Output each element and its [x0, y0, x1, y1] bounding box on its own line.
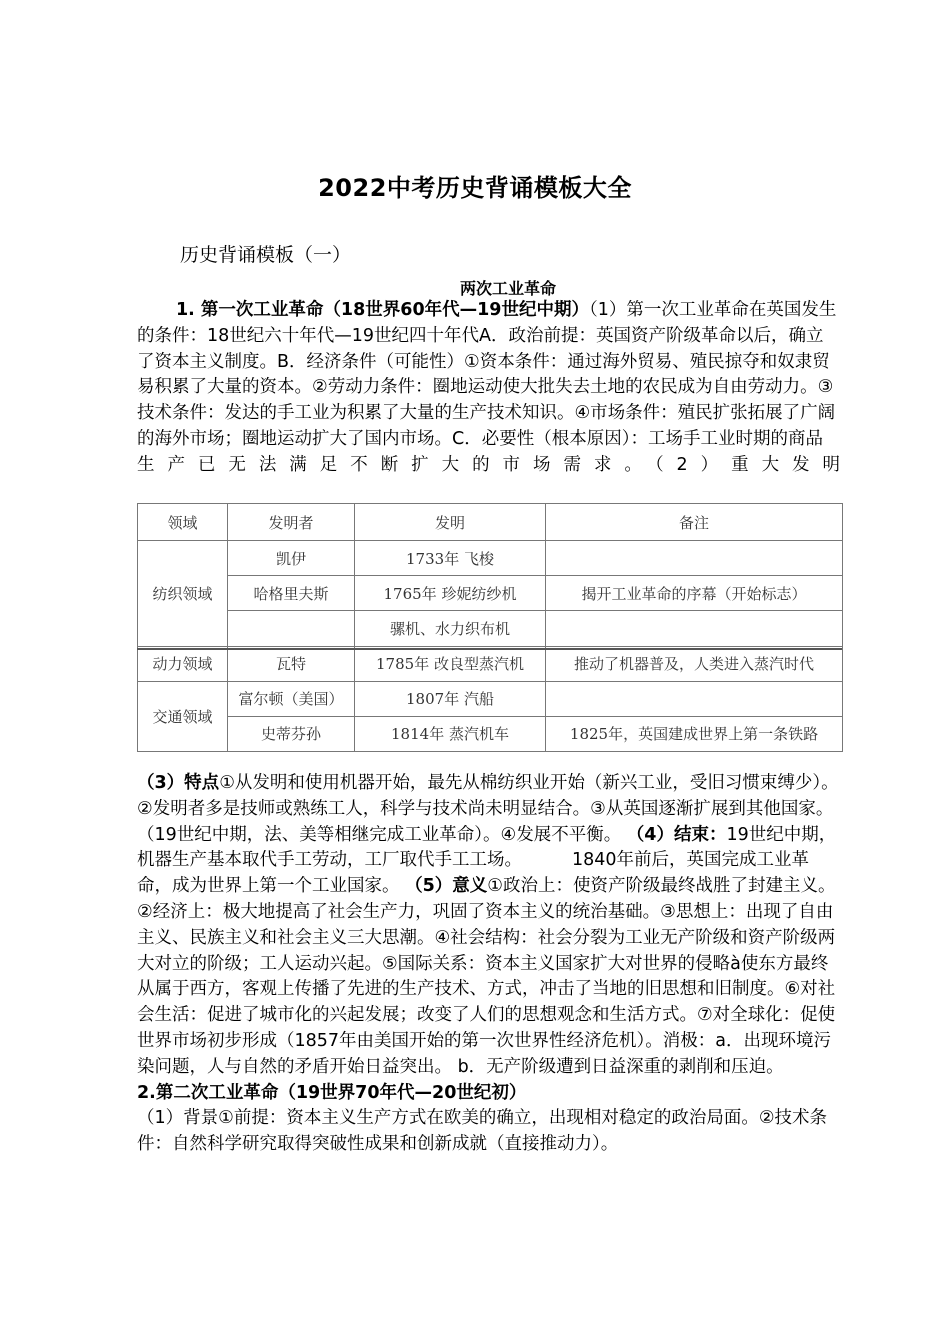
table-row [138, 611, 843, 646]
page-title: 2022中考历史背诵模板大全 [318, 174, 632, 202]
table-row [138, 716, 843, 751]
invention-cell: 1807年 汽船 [355, 681, 546, 716]
inventor-cell: 史蒂芬孙 [228, 716, 355, 751]
table-row [138, 541, 843, 576]
end-text-b: 1840年前后，英国完成工业革命，成为世界上第一个工业国家。 [137, 850, 810, 897]
inventor-cell: 瓦特 [228, 646, 355, 681]
note-cell [546, 541, 843, 576]
note-cell: 推动了机器普及，人类进入蒸汽时代 [546, 646, 843, 681]
invention-cell: 1814年 蒸汽机车 [355, 716, 546, 751]
second-revolution-text: （1）背景①前提：资本主义生产方式在欧美的确立，出现相对稳定的政治局面。②技术条件：自然科学研究取得突破性成果和创新成就（直接推动力）。 [137, 1108, 828, 1155]
end-text-a: 19世纪中期，机器生产基本取代手工劳动，工厂取代手工工场。 [137, 824, 837, 871]
section-title: 两次工业革命 [459, 279, 556, 298]
document-subtitle: 历史背诵模板（一） [180, 244, 352, 266]
table-header: 备注 [546, 504, 843, 541]
intro-paragraph [137, 298, 840, 479]
invention-cell: 1785年 改良型蒸汽机 [355, 646, 546, 681]
note-cell: 1825年，英国建成世界上第一条铁路 [546, 716, 843, 751]
intro-text: （1）第一次工业革命在英国发生的条件：18世纪六十年代—19世纪四十年代A．政治前提：英国资产阶级革命以后，确立了资本主义制度。B．经济条件（可能性）①资本条件：通过海外贸易、殖民掠夺和奴隶贸易积累了大量的资本。②劳动力条件：圈地运动使大批失去土地的农民成为自由劳动力。③技术条件：发达的手工业为积累了大量的生产技术知识。④市场条件：殖民扩张拓展了广阔的海外市场；圈地运动扩大了国内市场。C．必要性（根本原因）：工场手工业时期的商品 [137, 300, 837, 449]
note-cell [546, 611, 843, 646]
first-revolution-heading: 1. 第一次工业革命（18世界60年代—19世纪中期） [176, 300, 589, 320]
table-row [138, 576, 843, 611]
table-row [138, 681, 843, 716]
inventor-cell: 富尔顿（美国） [228, 681, 355, 716]
table-header: 领域 [138, 504, 228, 541]
features-paragraph [137, 771, 840, 1158]
invention-cell: 骡机、水力织布机 [355, 611, 546, 646]
table-row [138, 646, 843, 681]
inventor-cell [228, 611, 355, 646]
invention-cell: 1733年 飞梭 [355, 541, 546, 576]
field-cell: 纺织领域 [138, 541, 228, 646]
table-header: 发明 [355, 504, 546, 541]
note-cell: 揭开工业革命的序幕（开始标志） [546, 576, 843, 611]
intro-last-line: 生产已无法满足不断扩大的市场需求。（2）重大发明 [137, 454, 840, 475]
meaning-label: （5）意义 [405, 876, 488, 897]
table-header-row [138, 504, 843, 541]
field-cell: 交通领域 [138, 681, 228, 751]
invention-cell: 1765年 珍妮纺纱机 [355, 576, 546, 611]
field-cell: 动力领域 [138, 646, 228, 681]
negative-b-text: b．无产阶级遭到日益深重的剥削和压迫。 [457, 1056, 784, 1077]
table-divider [137, 648, 842, 650]
second-revolution-heading: 2.第二次工业革命（19世界70年代—20世纪初） [137, 1082, 527, 1103]
meaning-text: ①政治上：使资产阶级最终战胜了封建主义。②经济上：极大地提高了社会生产力，巩固了资本主义的统治基础。③思想上：出现了自由主义、民族主义和社会主义三大思潮。④社会结构：社会分裂为工业无产阶级和资产阶级两大对立的阶级；工人运动兴起。⑤国际关系：资本主义国家扩大对世界的侵略à使东方最终从属于西方，客观上传播了先进的生产技术、方式，冲击了当地的旧思想和旧制度。⑥对社会生活：促进了城市化的兴起发展；改变了人们的思想观念和生活方式。⑦对全球化：促使世界市场初步形成（1857年由美国开始的第一次世界性经济危机）。消极：a．出现环境污染问题，人与自然的矛盾开始日益突出。 [137, 876, 836, 1077]
note-cell [546, 681, 843, 716]
inventor-cell: 哈格里夫斯 [228, 576, 355, 611]
end-label: （4）结束： [626, 824, 727, 845]
features-label: （3）特点 [137, 773, 220, 793]
inventor-cell: 凯伊 [228, 541, 355, 576]
features-text: ①从发明和使用机器开始，最先从棉纺织业开始（新兴工业，受旧习惯束缚少）。②发明者多是技师或熟练工人，科学与技术尚未明显结合。③从英国逐渐扩展到其他国家。（19世纪中期，法、美等相继完成工业革命）。④发展不平衡。 [137, 773, 839, 845]
table-header: 发明者 [228, 504, 355, 541]
inventions-table [137, 503, 843, 752]
